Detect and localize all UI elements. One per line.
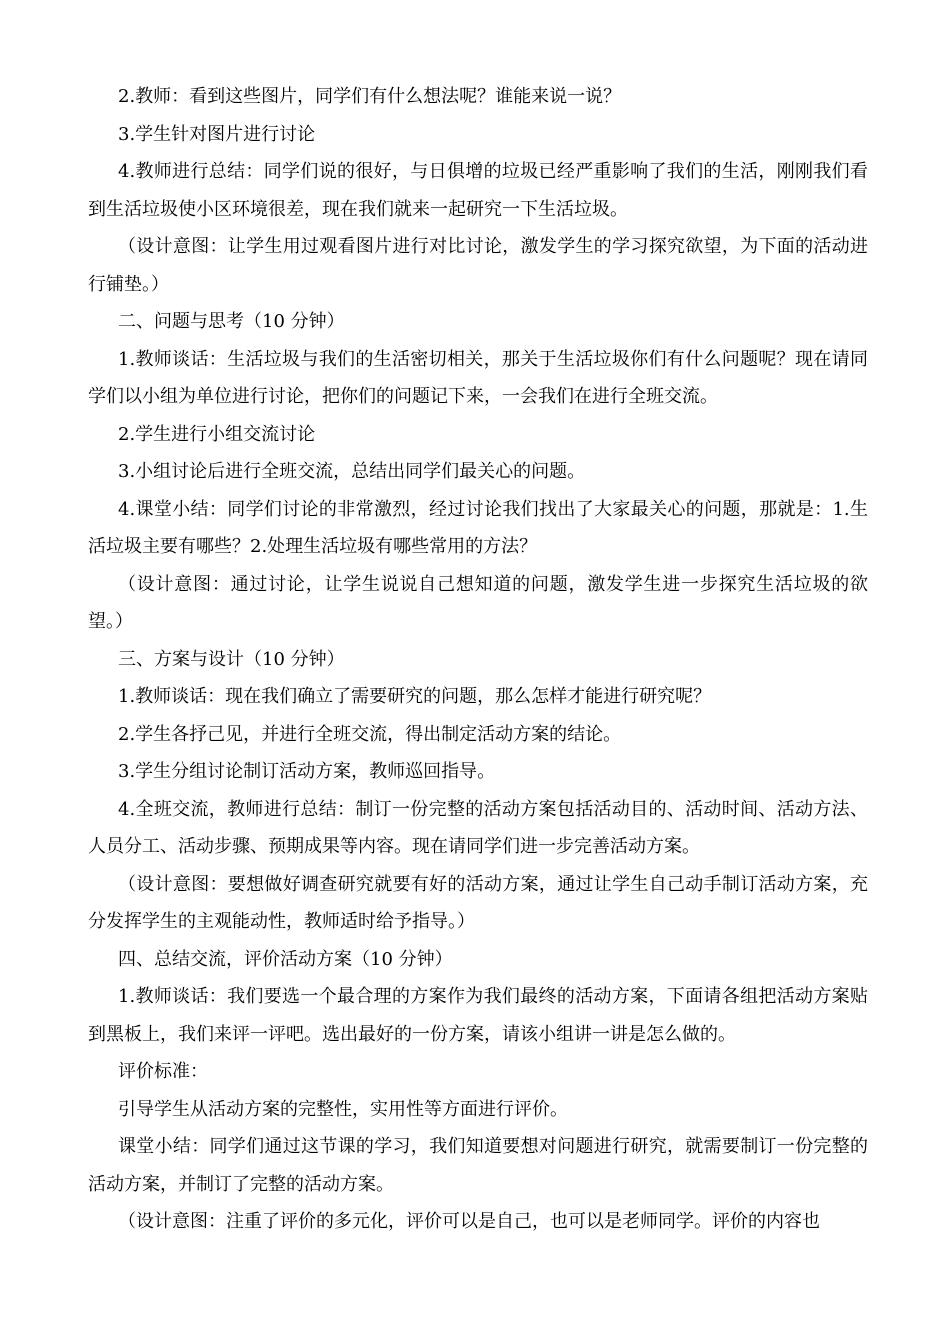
paragraph-class-summary-3: 4.全班交流，教师进行总结：制订一份完整的活动方案包括活动目的、活动时间、活动方法、人员分工、活动步骤、预期成果等内容。现在请同学们进一步完善活动方案。: [88, 798, 868, 857]
paragraph-design-intent-3: （设计意图：要想做好调查研究就要有好的活动方案，通过让学生自己动手制订活动方案，充分发挥学生的主观能动性，教师适时给予指导。）: [88, 873, 868, 932]
paragraph-teacher-question: 2.教师：看到这些图片，同学们有什么想法呢？谁能来说一说？: [118, 86, 622, 107]
paragraph-design-intent-2: （设计意图：通过讨论，让学生说说自己想知道的问题，激发学生进一步探究生活垃圾的欲望。）: [88, 573, 868, 632]
paragraph-evaluation-guide: 引导学生从活动方案的完整性，实用性等方面进行评价。: [118, 1098, 568, 1120]
paragraph-student-discussion: 3.学生针对图片进行讨论: [118, 123, 316, 145]
section-heading-4: 四、总结交流，评价活动方案（10 分钟）: [118, 948, 453, 970]
paragraph-teacher-talk-2: 1.教师谈话：生活垃圾与我们的生活密切相关，那关于生活垃圾你们有什么问题呢？现在请同学们以小组为单位进行讨论，把你们的问题记下来，一会我们在进行全班交流。: [88, 348, 868, 407]
paragraph-group-discussion: 2.学生进行小组交流讨论: [118, 423, 316, 445]
paragraph-teacher-talk-4: 1.教师谈话：我们要选一个最合理的方案作为我们最终的活动方案，下面请各组把活动方案贴到黑板上，我们来评一评吧。选出最好的一份方案，请该小组讲一讲是怎么做的。: [88, 986, 868, 1045]
section-heading-3: 三、方案与设计（10 分钟）: [118, 648, 345, 670]
paragraph-class-summary-4: 课堂小结：同学们通过这节课的学习，我们知道要想对问题进行研究，就需要制订一份完整的活动方案，并制订了完整的活动方案。: [88, 1136, 868, 1195]
document-body: [88, 78, 868, 1241]
paragraph-teacher-summary: 4.教师进行总结：同学们说的很好，与日俱增的垃圾已经严重影响了我们的生活，刚刚我们看到生活垃圾使小区环境很差，现在我们就来一起研究一下生活垃圾。: [88, 161, 868, 220]
paragraph-design-intent-4: （设计意图：注重了评价的多元化，评价可以是自己，也可以是老师同学。评价的内容也: [118, 1211, 820, 1232]
paragraph-teacher-talk-3: 1.教师谈话：现在我们确立了需要研究的问题，那么怎样才能进行研究呢？: [118, 686, 712, 707]
section-heading-2: 二、问题与思考（10 分钟）: [118, 311, 345, 332]
paragraph-group-plan: 3.学生分组讨论制订活动方案，教师巡回指导。: [118, 761, 496, 782]
paragraph-class-summary-2: 4.课堂小结：同学们讨论的非常激烈，经过讨论我们找出了大家最关心的问题，那就是：1.生活垃圾主要有哪些？2.处理生活垃圾有哪些常用的方法？: [88, 498, 868, 557]
paragraph-evaluation-criteria: 评价标准：: [118, 1061, 208, 1082]
paragraph-student-opinions: 2.学生各抒己见，并进行全班交流，得出制定活动方案的结论。: [118, 723, 622, 745]
paragraph-class-exchange: 3.小组讨论后进行全班交流，总结出同学们最关心的问题。: [118, 461, 586, 482]
paragraph-design-intent-1: （设计意图：让学生用过观看图片进行对比讨论，激发学生的学习探究欲望，为下面的活动进行铺垫。）: [88, 236, 868, 295]
